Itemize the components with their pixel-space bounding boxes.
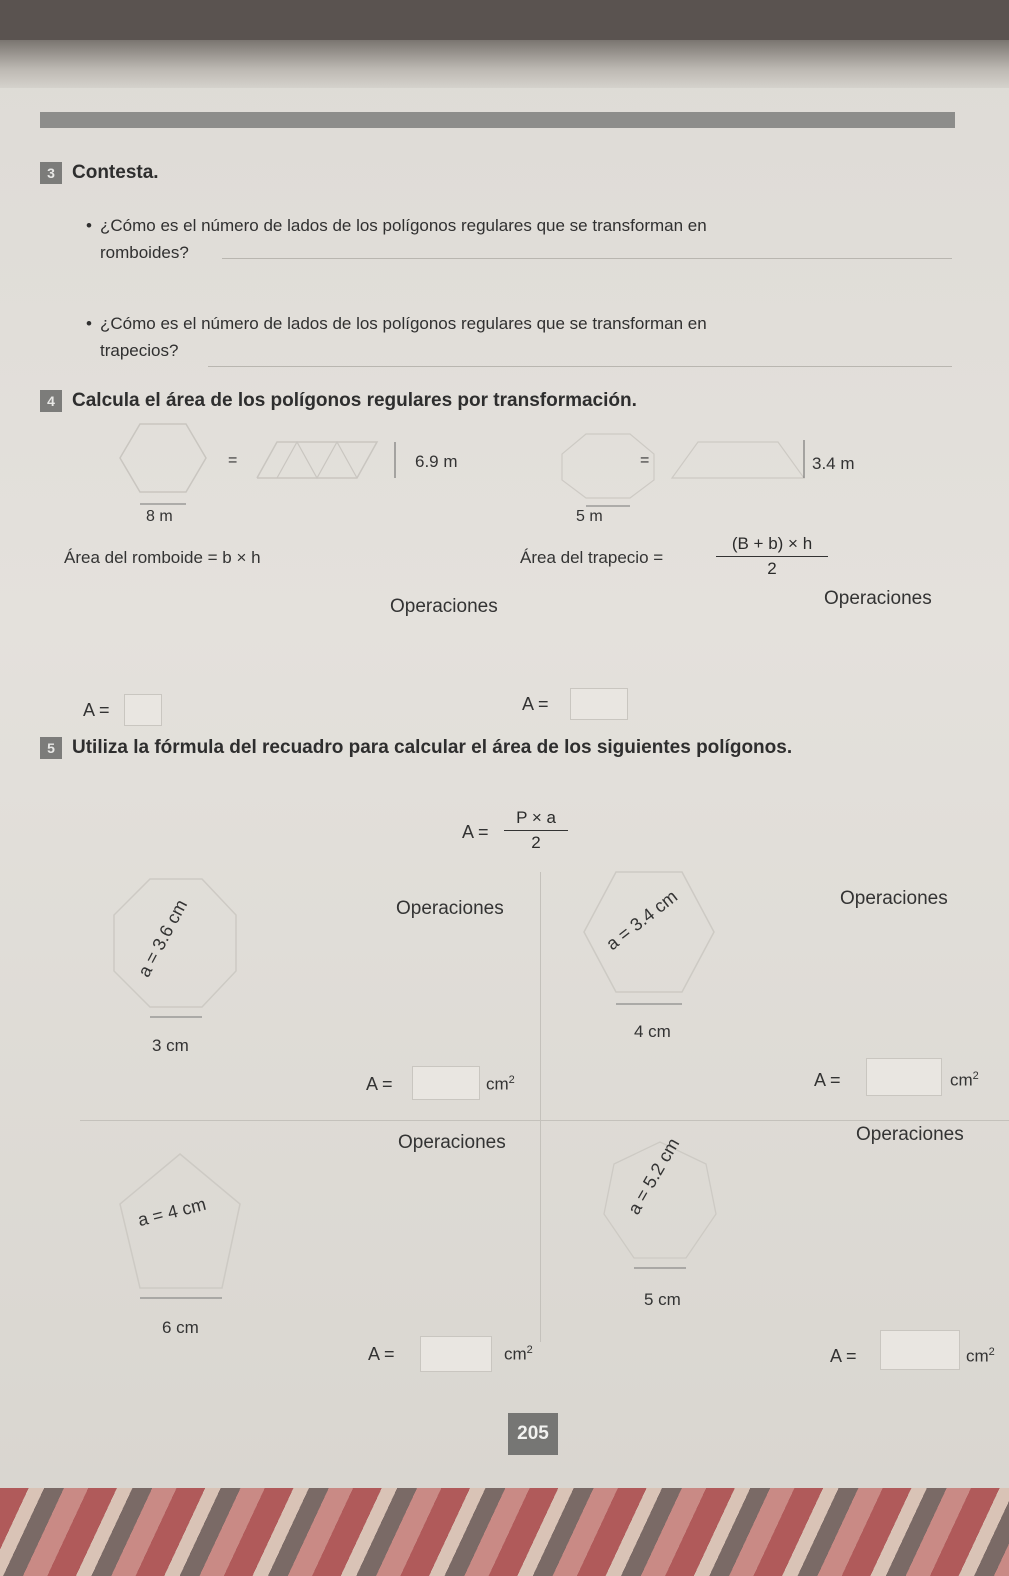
rhomboid-formula-label: Área del romboide [64,548,203,567]
section-5-badge: 5 [40,737,62,759]
hexagon-apothem: a = 3.4 cm [602,886,682,955]
answer-box-4-left[interactable] [124,694,162,726]
section-5-title: Utiliza la fórmula del recuadro para calcular el área de los siguientes polígonos. [72,737,793,758]
answer-label-4-left: A = [83,700,110,720]
answer-label-4-right: A = [522,694,549,714]
area-formula-numerator: P × a [516,808,556,827]
operaciones-label-4-left: Operaciones [390,596,498,617]
unit-pentagon-exponent: 2 [526,1344,533,1356]
unit-octagon [486,1074,515,1095]
octagon-side: 3 cm [152,1036,189,1055]
answer-label-hexagon: A = [814,1070,841,1090]
heptagon-side: 5 cm [644,1290,681,1309]
unit-heptagon-exponent: 2 [988,1346,995,1358]
trapezoid-formula-denominator: 2 [767,559,777,578]
hexagon-base: 8 m [146,508,173,525]
background-rug [0,1488,1009,1576]
question-1-line2: romboides? [100,243,189,262]
octagon-apothem: a = 3.6 cm [133,896,192,981]
unit-heptagon-base: cm [966,1346,989,1366]
trapezoid-height: 3.4 m [812,454,855,473]
heptagon-apothem: a = 5.2 cm [623,1134,684,1218]
answer-box-pentagon[interactable] [420,1336,492,1372]
unit-heptagon [966,1346,995,1367]
operaciones-label-heptagon: Operaciones [856,1124,964,1145]
octagon-base: 5 m [576,508,603,525]
fraction-bar [504,830,568,831]
rhomboid-formula-expression: = b × h [207,548,261,567]
area-formula-fraction [504,808,568,853]
operaciones-label-hexagon: Operaciones [840,888,948,909]
unit-pentagon [504,1344,533,1365]
workbook-page [0,40,1009,1490]
area-formula-denominator: 2 [531,833,541,852]
trapezoid-formula-fraction [716,534,828,579]
section-3-title: Contesta. [72,162,159,183]
section-4-title: Calcula el área de los polígonos regulares por transformación. [72,390,637,411]
unit-hexagon-exponent: 2 [972,1070,979,1082]
answer-label-pentagon: A = [368,1344,395,1364]
bullet: • [86,314,92,333]
page-number: 205 [508,1413,558,1455]
question-1-line1: ¿Cómo es el número de lados de los polígonos regulares que se transforman en [100,216,707,235]
question-2 [100,310,940,364]
equals-sign-left: = [228,452,238,469]
unit-hexagon [950,1070,979,1091]
section-4-badge: 4 [40,390,62,412]
hexagon-side: 4 cm [634,1022,671,1041]
rhomboid-figure [255,440,395,480]
rhomboid-height: 6.9 m [415,452,458,471]
page-top-shadow [0,40,1009,88]
operaciones-label-pentagon: Operaciones [398,1132,506,1153]
equals-sign-right: = [640,452,650,469]
answer-box-4-right[interactable] [570,688,628,720]
hexagon-figure-large [580,868,720,998]
operaciones-label-octagon: Operaciones [396,898,504,919]
trapezoid-figure [668,438,808,482]
vertical-divider [540,872,541,1342]
unit-octagon-exponent: 2 [508,1074,515,1086]
unit-octagon-base: cm [486,1074,509,1094]
rhomboid-formula [64,548,261,568]
pentagon-side: 6 cm [162,1318,199,1337]
header-bar [40,112,955,128]
question-2-line2: trapecios? [100,341,179,360]
answer-box-hexagon[interactable] [866,1058,942,1096]
operaciones-label-4-right: Operaciones [824,588,932,609]
section-3-badge: 3 [40,162,62,184]
fraction-bar [716,556,828,557]
answer-box-octagon[interactable] [412,1066,480,1100]
answer-box-heptagon[interactable] [880,1330,960,1370]
area-formula-lhs: A = [462,822,489,842]
unit-hexagon-base: cm [950,1070,973,1090]
pentagon-apothem: a = 4 cm [135,1193,209,1231]
unit-pentagon-base: cm [504,1344,527,1364]
trapezoid-formula-numerator: (B + b) × h [731,534,813,553]
answer-label-octagon: A = [366,1074,393,1094]
answer-label-heptagon: A = [830,1346,857,1366]
trapezoid-formula-label: Área del trapecio = [520,548,664,567]
question-2-line1: ¿Cómo es el número de lados de los polígonos regulares que se transforman en [100,314,707,333]
answer-line-2[interactable] [208,366,952,367]
horizontal-divider [80,1120,1009,1121]
bullet: • [86,216,92,235]
answer-line-1[interactable] [222,258,952,259]
hexagon-figure [118,420,208,500]
